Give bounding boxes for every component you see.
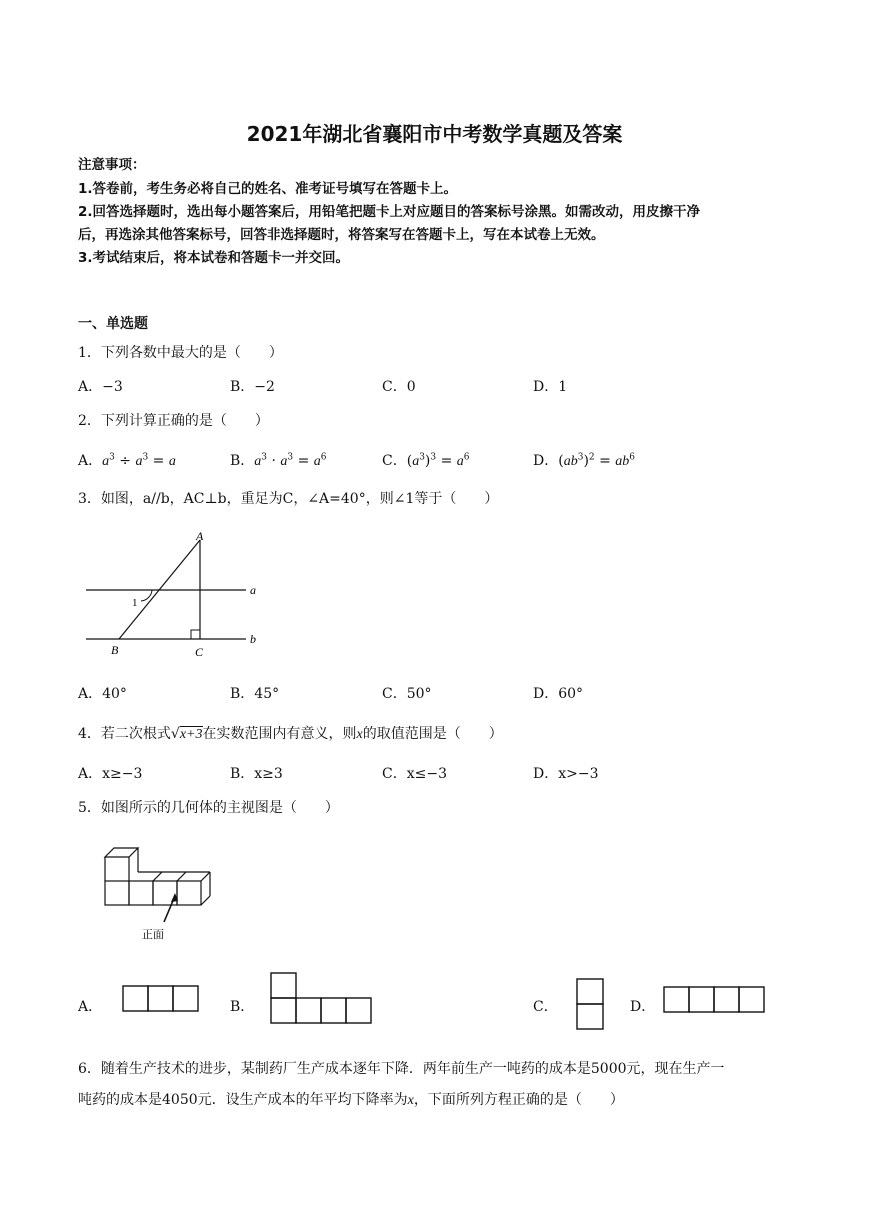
q2-option-a: A．$a^3 \div a^3 = a$	[78, 452, 176, 469]
q5-option-c-label: C．	[533, 999, 558, 1015]
question-3-stem	[78, 488, 498, 508]
q1-option-c: C．0	[382, 379, 416, 395]
label-b-point: B	[111, 643, 119, 657]
q6-line2-prefix: 吨药的成本是4050元．设生产成本的年平均下降率为	[78, 1092, 408, 1108]
q1-option-d: D．1	[533, 379, 568, 395]
radical-sign: √	[170, 726, 180, 742]
label-line-b: b	[250, 632, 256, 646]
q5-option-b-label: B．	[230, 999, 255, 1015]
question-2-stem: 2．下列计算正确的是（ ）	[78, 413, 269, 429]
label-angle-1: 1	[132, 597, 138, 609]
q3-stem-prefix: 3．如图，	[78, 491, 143, 507]
q4-option-c: C．x≤−3	[382, 766, 447, 782]
q5-option-d-label: D．	[630, 999, 656, 1015]
label-a-point: A	[196, 529, 204, 543]
q5-option-d-figure	[663, 986, 767, 1014]
q5-option-c-figure	[576, 978, 606, 1032]
q2-option-c-label: C．	[382, 453, 407, 469]
label-line-a: a	[250, 583, 256, 597]
notice-item-2: 2.回答选择题时，选出每小题答案后，用铅笔把题卡上对应题目的答案标号涂黑。如需改动，用皮擦干净	[78, 204, 701, 220]
q2-option-d-label: D．	[533, 453, 559, 469]
q4-option-b: B．x≥3	[230, 766, 283, 782]
q4-option-d: D．x>−3	[533, 766, 599, 782]
q1-option-a: A．−3	[78, 379, 123, 395]
q5-solid-figure	[100, 842, 225, 942]
q4-variable: x	[356, 727, 363, 742]
q6-line2-suffix: ，下面所列方程正确的是（ ）	[413, 1092, 624, 1108]
label-c-point: C	[195, 645, 204, 659]
question-6-line-1: 6．随着生产技术的进步，某制药厂生产成本逐年下降．两年前生产一吨药的成本是5000元，现在生产一	[78, 1061, 725, 1077]
q3-stem-condition: a//b，AC⊥b，重足为C，∠A=40°，则∠1等于（ ）	[142, 491, 499, 507]
notice-item-3: 3.考试结束后，将本试卷和答题卡一并交回。	[78, 250, 350, 266]
q2-option-a-label: A．	[78, 453, 103, 469]
question-5-stem: 5．如图所示的几何体的主视图是（ ）	[78, 800, 339, 816]
question-6-line-2	[78, 1089, 624, 1109]
q3-option-b: B．45°	[230, 686, 280, 702]
q3-figure	[78, 528, 278, 663]
q4-stem-middle: 在实数范围内有意义，则	[202, 726, 357, 742]
question-1-stem: 1．下列各数中最大的是（ ）	[78, 345, 283, 361]
q2-option-b: B．$a^3 \cdot a^3 = a^6$	[230, 452, 327, 469]
q4-option-a: A．x≥−3	[78, 766, 143, 782]
q3-option-c: C．50°	[382, 686, 432, 702]
q2-option-d: D．$(ab^3)^2 = ab^6$	[533, 452, 636, 469]
q6-variable: x	[407, 1093, 414, 1108]
q5-option-b-figure	[270, 972, 374, 1026]
q2-option-b-label: B．	[230, 453, 255, 469]
q3-option-a: A．40°	[78, 686, 127, 702]
q1-option-b: B．−2	[230, 379, 275, 395]
q5-option-a-label: A．	[78, 999, 103, 1015]
q2-option-c: C．$(a^3)^3 = a^6$	[382, 452, 470, 469]
q5-option-a-figure	[122, 985, 200, 1013]
notice-item-1: 1.答卷前，考生务必将自己的姓名、准考证号填写在答题卡上。	[78, 181, 458, 197]
q4-stem-prefix: 4．若二次根式	[78, 726, 171, 742]
front-view-label: 正面	[142, 928, 164, 941]
section-heading: 一、单选题	[78, 316, 148, 332]
question-4-stem	[78, 723, 503, 743]
q4-stem-end: 的取值范围是（ ）	[362, 726, 503, 742]
q3-option-d: D．60°	[533, 686, 584, 702]
page-title: 2021年湖北省襄阳市中考数学真题及答案	[246, 122, 623, 146]
notice-heading: 注意事项：	[78, 157, 146, 173]
q4-radicand: x+3	[179, 727, 203, 742]
notice-item-2-cont: 后，再选涂其他答案标号，回答非选择题时，将答案写在答题卡上，写在本试卷上无效。	[78, 227, 605, 243]
